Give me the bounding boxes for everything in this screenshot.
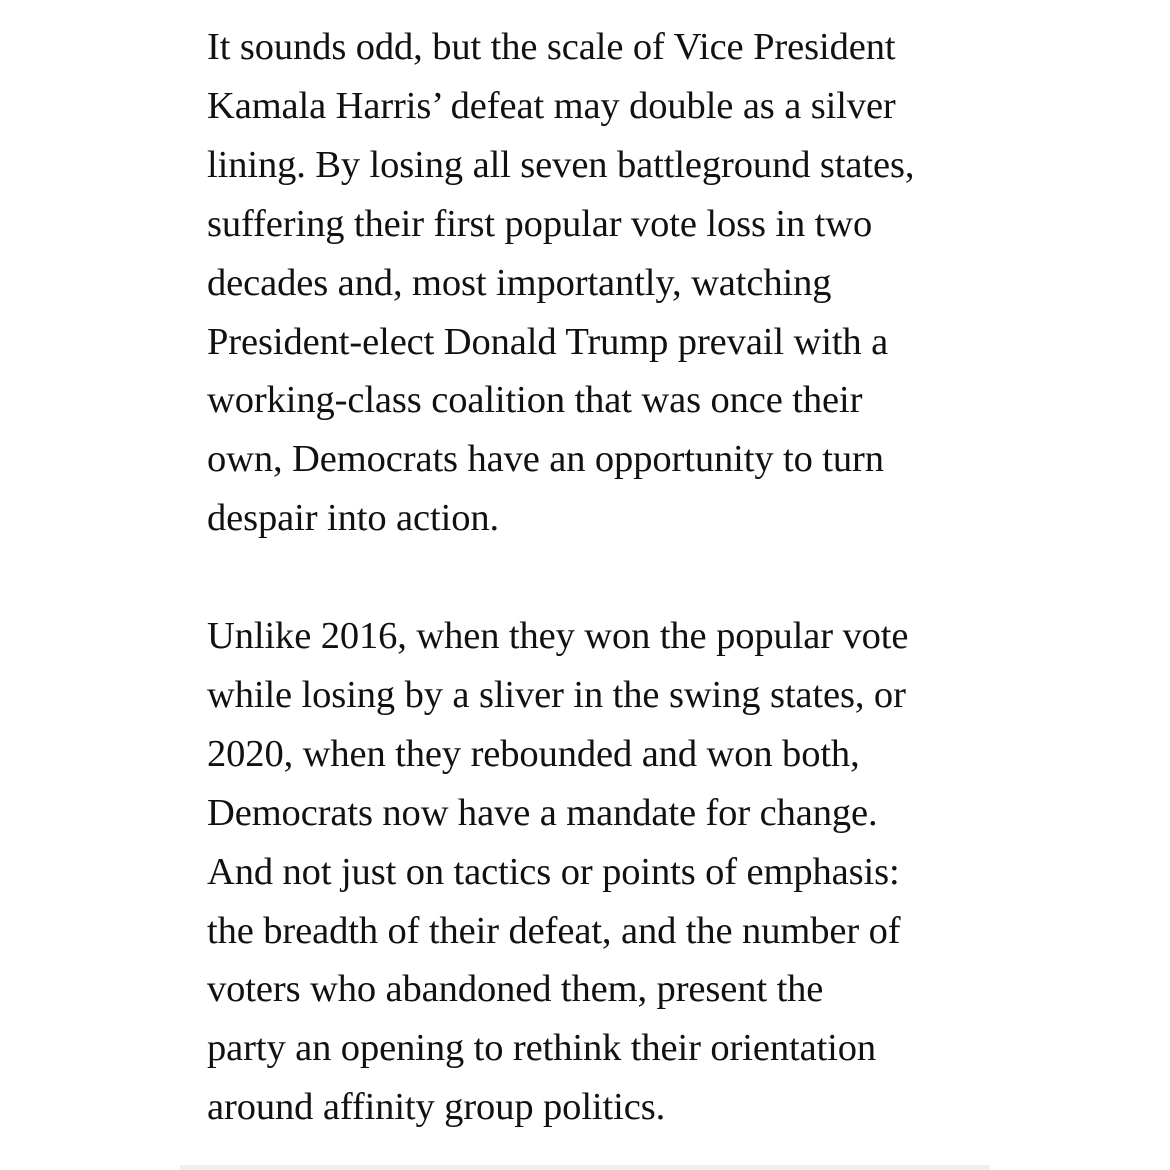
paragraph-line: Kamala Harris’ defeat may double as a silver [207, 84, 896, 127]
paragraph-2 [207, 607, 1007, 1137]
paragraph-line: 2020, when they rebounded and won both, [207, 732, 860, 775]
paragraph-line: Democrats now have a mandate for change. [207, 791, 878, 834]
paragraph-line: working-class coalition that was once their [207, 379, 863, 422]
paragraph-line: party an opening to rethink their orientation [207, 1027, 877, 1070]
paragraph-line: It sounds odd, but the scale of Vice President [207, 26, 896, 68]
bottom-divider [180, 1165, 990, 1170]
paragraph-line: And not just on tactics or points of emphasis: [207, 850, 900, 893]
article-body [207, 18, 1007, 1137]
paragraph-line: own, Democrats have an opportunity to turn [207, 438, 884, 481]
paragraph-line: decades and, most importantly, watching [207, 261, 832, 304]
paragraph-line: voters who abandoned them, present the [207, 968, 824, 1011]
paragraph-1 [207, 18, 1007, 548]
paragraph-line: despair into action. [207, 497, 500, 540]
paragraph-line: suffering their first popular vote loss in two [207, 202, 873, 245]
paragraph-line: around affinity group politics. [207, 1086, 666, 1129]
paragraph-line: Unlike 2016, when they won the popular vote [207, 615, 909, 658]
paragraph-line: President-elect Donald Trump prevail with a [207, 320, 889, 363]
paragraph-line: lining. By losing all seven battleground states, [207, 143, 915, 186]
paragraph-line: the breadth of their defeat, and the number of [207, 909, 901, 952]
paragraph-line: while losing by a sliver in the swing states, or [207, 673, 906, 716]
